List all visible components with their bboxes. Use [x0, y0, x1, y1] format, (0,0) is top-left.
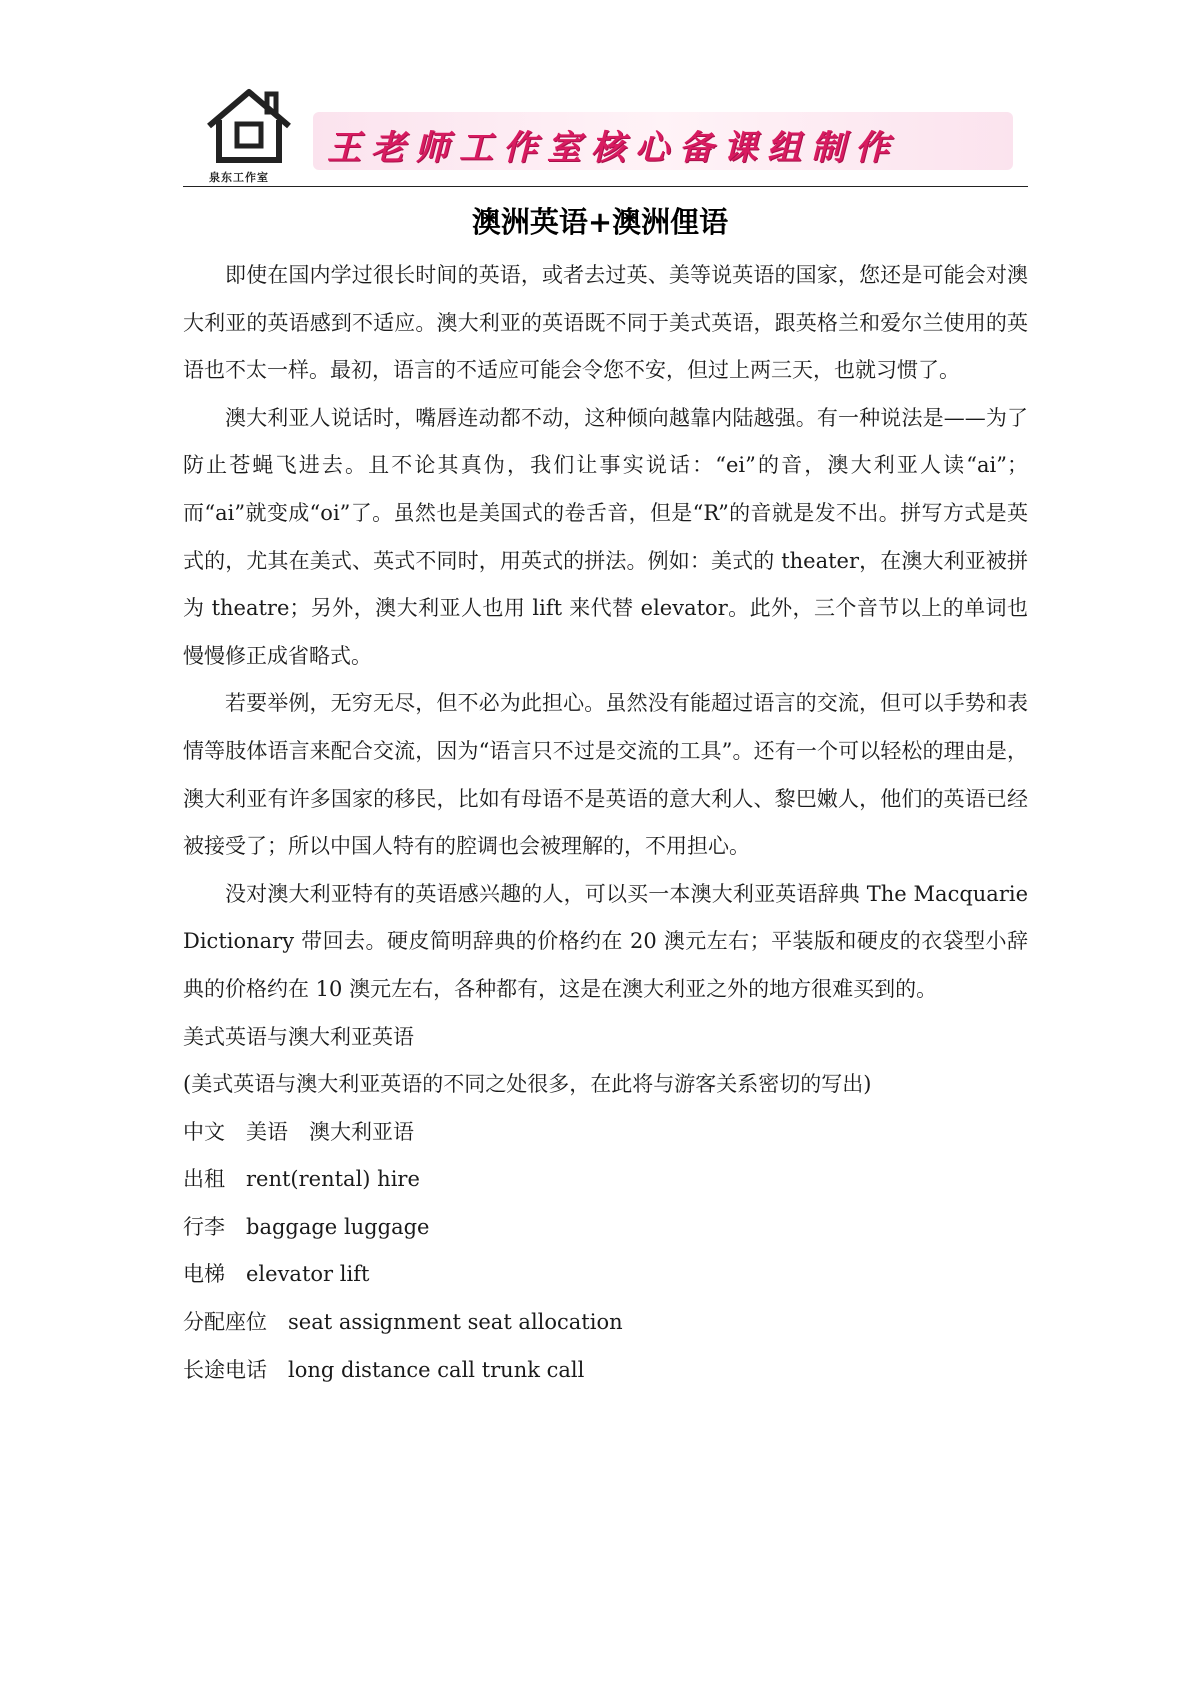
page-title: 澳洲英语+澳洲俚语 — [471, 205, 729, 239]
banner-text: 王老师工作室核心备课组制作 — [327, 128, 899, 168]
vocab-cell: lift — [339, 1262, 370, 1287]
vocab-row — [183, 1204, 1028, 1252]
vocab-row — [183, 1299, 1028, 1347]
vocab-header-row — [183, 1109, 1028, 1157]
vocab-header-cell: 澳大利亚语 — [309, 1119, 414, 1144]
paragraph: 即使在国内学过很长时间的英语，或者去过英、美等说英语的国家，您还是可能会对澳大利亚的英语感到不适应。澳大利亚的英语既不同于美式英语，跟英格兰和爱尔兰使用的英语也不太一样。最初，语言的不适应可能会令您不安，但过上两三天，也就习惯了。 — [183, 263, 1028, 383]
vocab-cell: 电梯 — [183, 1262, 225, 1287]
vocab-cell: seat allocation — [467, 1310, 623, 1335]
paragraph: 澳大利亚人说话时，嘴唇连动都不动，这种倾向越靠内陆越强。有一种说法是——为了防止苍蝇飞进去。且不论其真伪，我们让事实说话：“ei”的音，澳大利亚人读“ai”；而“ai”就变成“oi”了。虽然也是美国式的卷舌音，但是“R”的音就是发不出。拼写方式是英式的，尤其在美式、英式不同时，用英式的拼法。例如：美式的 theater，在澳大利亚被拼为 theatre；另外，澳大利亚人也用 lift 来代替 elevator。此外，三个音节以上的单词也慢慢修正成省略式。 — [183, 405, 1028, 668]
vocab-cell: 行李 — [183, 1214, 225, 1239]
vocab-cell: luggage — [343, 1214, 430, 1239]
vocab-cell: seat assignment — [288, 1310, 461, 1335]
section-heading: 美式英语与澳大利亚英语 — [183, 1024, 414, 1049]
vocab-cell: baggage — [246, 1214, 338, 1239]
paragraph: 没对澳大利亚特有的英语感兴趣的人，可以买一本澳大利亚英语辞典 The Macquarie Dictionary 带回去。硬皮简明辞典的价格约在 20 澳元左右；平装版和硬皮的衣袋型小辞典的价格约在 10 澳元左右，各种都有，这是在澳大利亚之外的地方很难买到的。 — [183, 881, 1028, 1001]
vocab-cell: 长途电话 — [183, 1357, 267, 1382]
vocab-cell: 分配座位 — [183, 1310, 267, 1335]
vocab-row — [183, 1251, 1028, 1299]
vocab-row — [183, 1347, 1028, 1395]
header-rule — [183, 186, 1028, 187]
vocab-cell: 出租 — [183, 1167, 225, 1192]
vocab-cell: rent(rental) — [246, 1167, 371, 1192]
banner — [313, 112, 1013, 170]
vocab-cell: trunk call — [481, 1357, 585, 1382]
vocab-cell: hire — [377, 1167, 420, 1192]
vocab-row — [183, 1156, 1028, 1204]
house-logo-icon — [203, 86, 295, 182]
section-note: (美式英语与澳大利亚英语的不同之处很多，在此将与游客关系密切的写出) — [183, 1072, 872, 1097]
vocab-cell: long distance call — [288, 1357, 476, 1382]
page-header — [183, 86, 1028, 188]
vocab-header-cell: 美语 — [246, 1119, 288, 1144]
logo-caption: 泉东工作室 — [209, 171, 269, 184]
vocab-cell: elevator — [246, 1262, 334, 1287]
article-body — [183, 252, 1028, 1394]
vocab-header-cell: 中文 — [183, 1119, 225, 1144]
paragraph: 若要举例，无穷无尽，但不必为此担心。虽然没有能超过语言的交流，但可以手势和表情等肢体语言来配合交流，因为“语言只不过是交流的工具”。还有一个可以轻松的理由是，澳大利亚有许多国家的移民，比如有母语不是英语的意大利人、黎巴嫩人，他们的英语已经被接受了；所以中国人特有的腔调也会被理解的，不用担心。 — [183, 691, 1028, 859]
